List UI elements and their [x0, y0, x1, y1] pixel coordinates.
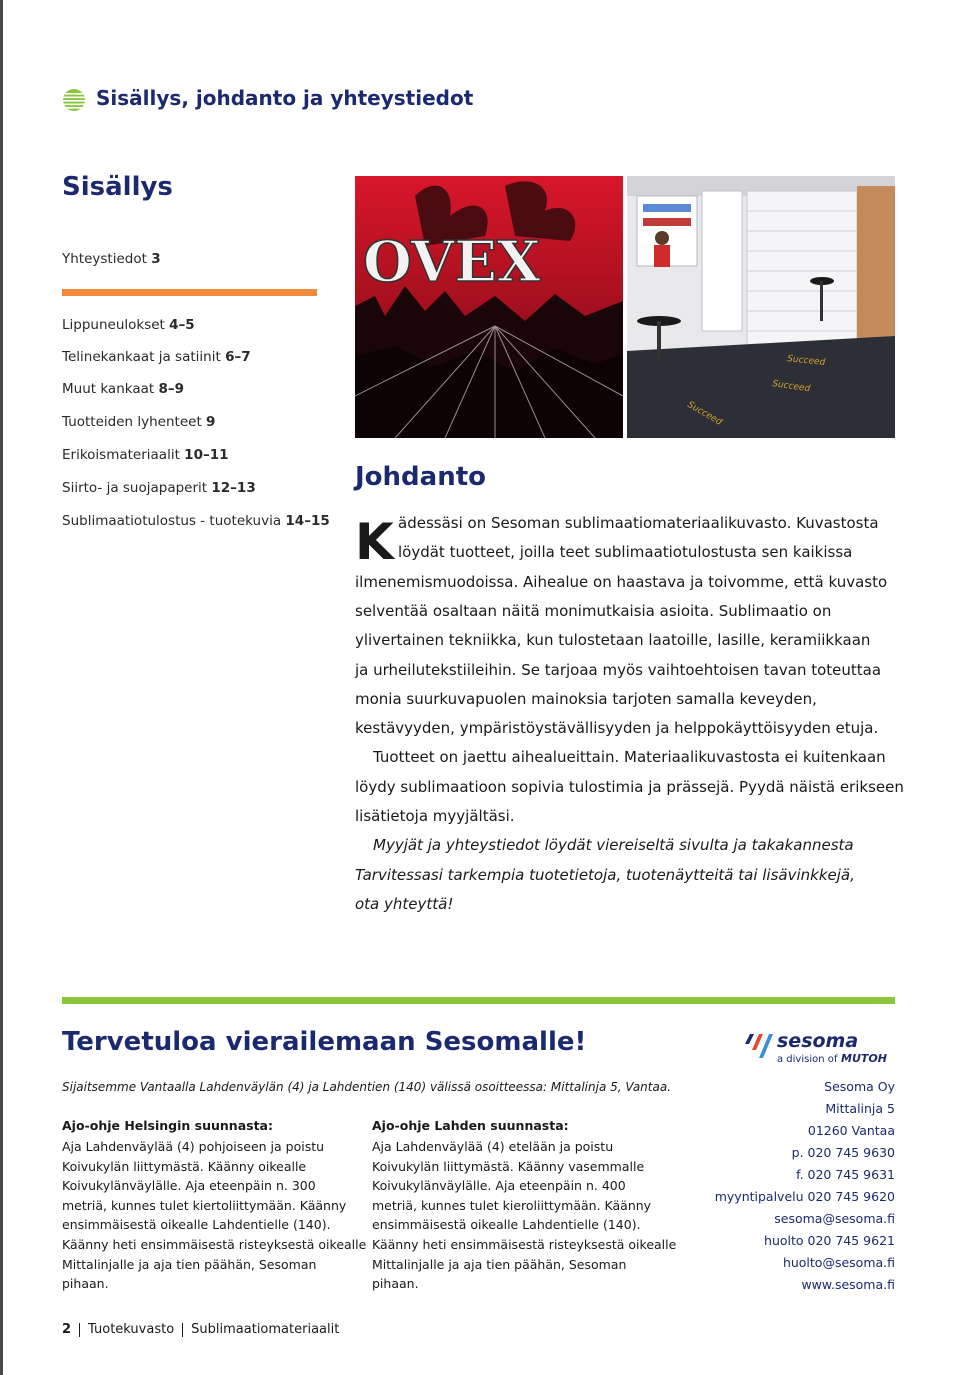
contact-service-phone: huolto 020 745 9621 [764, 1233, 895, 1248]
directions-lahti-title: Ajo-ohje Lahden suunnasta: [372, 1118, 569, 1133]
photo-ovex-banner [355, 176, 623, 438]
page-header-title: Sisällys, johdanto ja yhteystiedot [96, 86, 474, 110]
directions-line: Koivukylänväylälle. Aja eteenpäin n. 300 [62, 1178, 316, 1194]
toc-item-label: Sublimaatiotulostus - tuotekuvia [62, 513, 282, 529]
toc-item-pages: 3 [151, 251, 161, 267]
intro-dropcap: K [355, 513, 394, 571]
directions-line: Käänny heti ensimmäisestä risteyksestä oikealle [372, 1237, 677, 1252]
intro-paragraph-line: löydy sublimaatioon sopivia tulostimia ja prässejä. Pyydä näistä erikseen [355, 778, 904, 796]
toc-item-label: Telinekankaat ja satiinit [62, 349, 221, 365]
directions-line: Mittalinjalle ja aja tien päähän, Sesoman [372, 1256, 627, 1272]
svg-text:Succeed: Succeed [771, 379, 811, 395]
intro-italic-line: ota yhteyttä! [355, 895, 454, 913]
welcome-title: Tervetuloa vierailemaan Sesomalle! [62, 1027, 587, 1057]
toc-item[interactable] [62, 447, 229, 463]
toc-item[interactable] [62, 480, 256, 496]
toc-item-label: Muut kankaat [62, 381, 155, 397]
contact-website-link[interactable]: www.sesoma.fi [801, 1277, 895, 1292]
toc-item-pages: 4–5 [169, 317, 195, 333]
directions-line: metriä, kunnes tulet kieroliittymään. Käänny [372, 1197, 652, 1213]
svg-text:Succeed: Succeed [685, 399, 724, 428]
intro-italic-line: Tarvitessasi tarkempia tuotetietoja, tuotenäytteitä tai lisävinkkejä, [355, 866, 855, 884]
toc-item[interactable] [62, 414, 215, 430]
directions-line: Koivukylän liittymästä. Käänny vasemmalle [372, 1158, 645, 1174]
directions-helsinki-title: Ajo-ohje Helsingin suunnasta: [62, 1118, 273, 1133]
toc-title: Sisällys [62, 172, 173, 202]
directions-line: Mittalinjalle ja aja tien päähän, Sesoman [62, 1256, 317, 1272]
footer-subsection: Sublimaatiomateriaalit [191, 1322, 340, 1337]
contact-sales-phone: myyntipalvelu 020 745 9620 [714, 1189, 895, 1204]
contact-service-email-link[interactable]: huolto@sesoma.fi [782, 1255, 895, 1270]
contact-street: Mittalinja 5 [825, 1101, 895, 1116]
logo-tagline: a division of [777, 1054, 838, 1065]
footer-section: Tuotekuvasto [88, 1322, 175, 1337]
toc-item-pages: 6–7 [225, 349, 251, 365]
toc-item[interactable] [62, 349, 251, 365]
contact-city: 01260 Vantaa [807, 1123, 895, 1138]
toc-item[interactable] [62, 317, 195, 333]
toc-item[interactable] [62, 513, 330, 529]
toc-item-pages: 9 [206, 414, 216, 430]
toc-item[interactable] [62, 381, 184, 397]
intro-paragraph-line: löydät tuotteet, joilla teet sublimaatiotulostusta sen kaikissa [398, 543, 853, 561]
location-text: Sijaitsemme Vantaalla Lahdenväylän (4) ja Lahdentien (140) välissä osoitteessa: Mittalinja 5, Vantaa. [62, 1080, 672, 1094]
logo-tagline-brand: MUTOH [841, 1052, 887, 1065]
directions-line: pihaan. [372, 1276, 419, 1292]
intro-paragraph-line: Tuotteet on jaettu aihealueittain. Materiaalikuvastosta ei kuitenkaan [373, 748, 886, 766]
toc-item-contact[interactable] [62, 251, 161, 267]
directions-line: ensimmäisestä oikealle Lahdentielle (140). [62, 1217, 331, 1233]
directions-line: Koivukylän liittymästä. Käänny oikealle [62, 1158, 307, 1174]
intro-paragraph-line: ädessäsi on Sesoman sublimaatiomateriaalikuvasto. Kuvastosta [398, 514, 879, 532]
directions-line: metriä, kunnes tulet kiertoliittymään. Käänny [62, 1197, 347, 1213]
sesoma-logo [745, 1030, 895, 1066]
svg-text:Succeed: Succeed [786, 354, 826, 368]
toc-item-pages: 8–9 [158, 381, 185, 397]
directions-line: pihaan. [62, 1276, 109, 1292]
directions-line: Aja Lahdenväylää (4) etelään ja poistu [372, 1139, 614, 1154]
toc-item-pages: 10–11 [184, 447, 229, 463]
intro-paragraph-line: ylivertainen tekniikka, kun tulostetaan laatoille, lasille, keramiikkaan [355, 631, 871, 649]
intro-title: Johdanto [355, 462, 487, 492]
intro-paragraph-line: ilmenemismuodoissa. Aihealue on haastava ja toivomme, että kuvasto [355, 573, 888, 591]
intro-paragraph-line: selventää osaltaan näitä monimutkaisia asioita. Sublimaatio on [355, 602, 832, 620]
directions-line: ensimmäisestä oikealle Lahdentielle (140). [372, 1217, 641, 1233]
lines-bullet-icon [62, 88, 86, 112]
intro-paragraph-line: monia suurkuvapuolen mainoksia tarjoten samalla keveyden, [355, 690, 817, 708]
intro-paragraph-line: ja urheilutekstiileihin. Se tarjoaa myös vaihtoehtoisen tavan toteuttaa [355, 661, 882, 679]
ovex-banner-text: OVEX [363, 229, 541, 295]
toc-item-label: Erikoismateriaalit [62, 447, 180, 463]
directions-line: Aja Lahdenväylää (4) pohjoiseen ja poistu [62, 1139, 325, 1154]
directions-line: Käänny heti ensimmäisestä risteyksestä oikealle [62, 1237, 367, 1252]
toc-item-label: Yhteystiedot [62, 251, 147, 267]
logo-brand: sesoma [777, 1030, 859, 1052]
contact-email-link[interactable]: sesoma@sesoma.fi [774, 1211, 895, 1226]
toc-item-label: Siirto- ja suojapaperit [62, 480, 208, 496]
page-footer [62, 1322, 339, 1337]
toc-item-pages: 12–13 [211, 480, 256, 496]
page-edge-line [0, 0, 3, 1375]
toc-divider [62, 289, 317, 296]
contact-company: Sesoma Oy [824, 1079, 895, 1094]
intro-paragraph-line: kestävyyden, ympäristöystävällisyyden ja helppokäyttöisyyden etuja. [355, 719, 879, 737]
toc-item-label: Tuotteiden lyhenteet [62, 414, 202, 430]
intro-italic-line: Myyjät ja yhteystiedot löydät viereiseltä sivulta ja takakannesta [373, 836, 854, 854]
page-number: 2 [62, 1322, 72, 1337]
photo-exhibition-booth [627, 176, 895, 438]
contact-fax: f. 020 745 9631 [796, 1167, 895, 1182]
toc-item-pages: 14–15 [285, 513, 330, 529]
contact-phone: p. 020 745 9630 [791, 1145, 895, 1160]
directions-line: Koivukylänväylälle. Aja eteenpäin n. 400 [372, 1178, 626, 1194]
toc-item-label: Lippuneulokset [62, 317, 165, 333]
intro-paragraph-line: lisätietoja myyjältäsi. [355, 807, 515, 825]
section-divider [62, 997, 895, 1004]
